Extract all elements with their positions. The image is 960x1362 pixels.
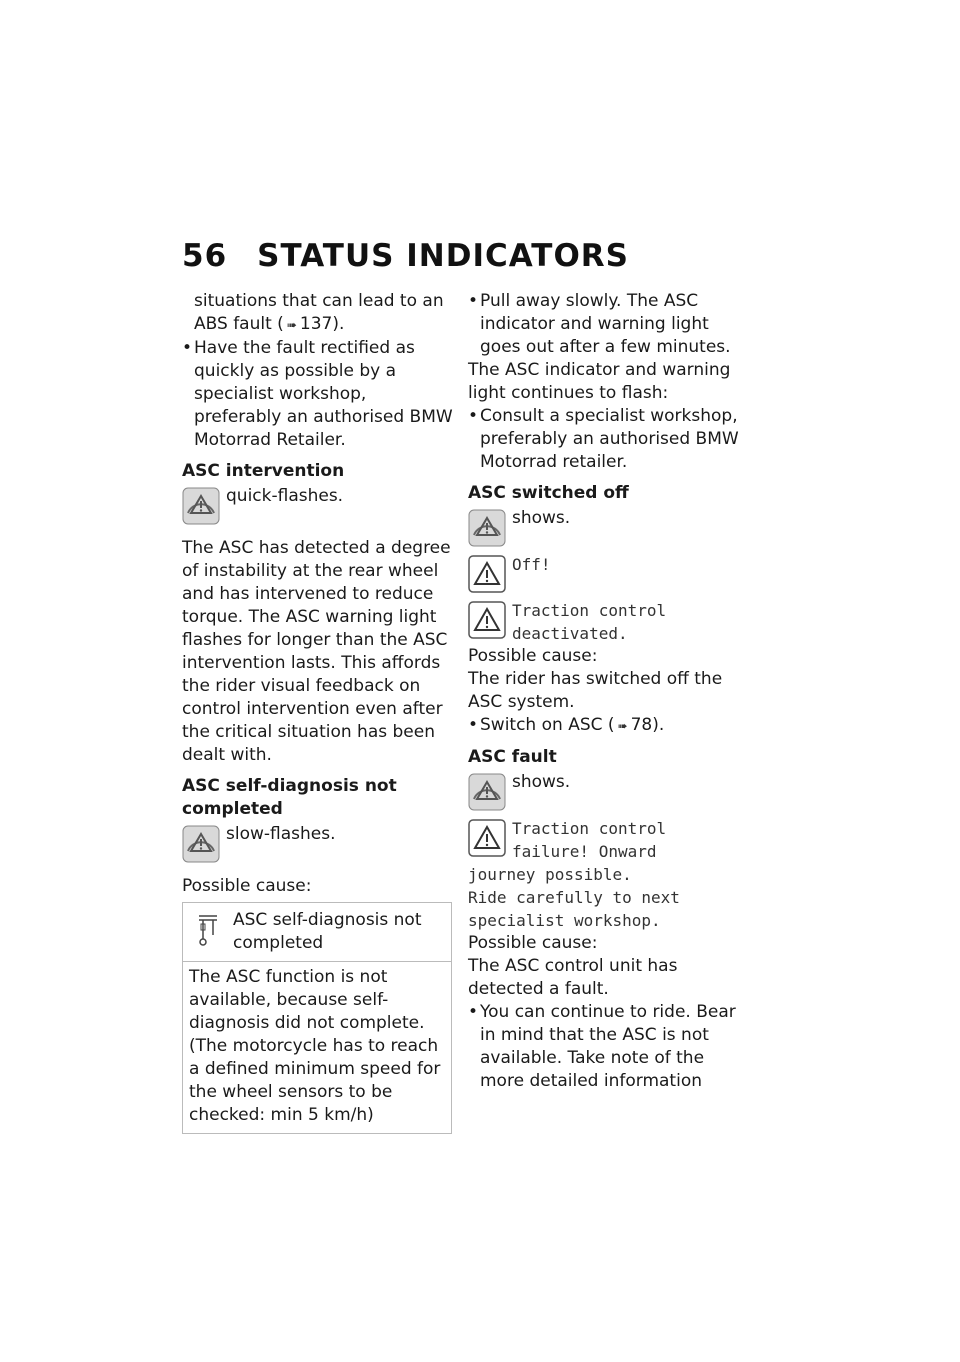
asc-off-indicator [468, 507, 740, 551]
possible-cause-label: Possible cause: [468, 646, 598, 666]
bullet-continue-ride: • You can continue to ride. Bear in mind that the ASC is not available. Take note of the more detailed information [468, 1001, 740, 1093]
display-text: failure! Onward [512, 842, 657, 861]
info-box-title: ASC self-diagnosis not completed [233, 910, 422, 953]
page-title: STATUS INDICATORS [257, 238, 630, 274]
left-column [182, 290, 454, 1134]
indicator-state: slow-flashes. [226, 824, 336, 844]
possible-cause-label: Possible cause: [468, 933, 598, 953]
indicator-state: shows. [512, 508, 571, 528]
wheel-sensor-icon [197, 913, 219, 947]
display-text: Traction control [512, 819, 667, 838]
cause-text: The rider has switched off the ASC system. [468, 669, 723, 712]
asc-fault-indicator [468, 771, 740, 815]
asc-warning-icon [182, 487, 220, 525]
display-text: Traction control deactivated. [512, 601, 667, 643]
arrow-right-icon: ➠ [617, 719, 628, 733]
bullet-pull-away: • Pull away slowly. The ASC indicator and warning light goes out after a few minutes. [468, 290, 740, 359]
asc-warning-icon [468, 773, 506, 811]
asc-intervention-description: The ASC has detected a degree of instability at the rear wheel and has intervened to reduce torque. The ASC warning light flashes for longer than the ASC intervention lasts. This affords the rider visual feedback on control intervention even after the critical situation has been dealt with. [182, 538, 451, 765]
heading-asc-intervention: ASC intervention [182, 461, 345, 481]
info-box-body: The ASC function is not available, because self-diagnosis did not complete. (The motorcycle has to reach a defined minimum speed for the wheel sensors to be checked: min 5 km/h) [189, 967, 441, 1125]
display-text: Off! [512, 555, 551, 574]
asc-warning-icon [182, 825, 220, 863]
arrow-right-icon: ➠ [286, 318, 297, 332]
info-box-header [183, 903, 451, 962]
bullet-rectify-fault: • Have the fault rectified as quickly as possible by a specialist workshop, preferably an authorised BMW Motorrad Retailer. [182, 337, 454, 452]
selfdiag-info-box [182, 902, 452, 1134]
possible-cause-label: Possible cause: [182, 876, 312, 896]
display-text: specialist workshop. [468, 911, 661, 930]
warning-triangle-icon [468, 555, 506, 593]
warning-triangle-icon [468, 601, 506, 639]
cause-text: The ASC control unit has detected a fault. [468, 956, 678, 999]
continued-text: situations that can lead to an ABS fault ( ➠ 137). [194, 291, 444, 334]
indicator-state: shows. [512, 772, 571, 792]
display-message-failure [468, 817, 740, 932]
asc-intervention-indicator [182, 485, 454, 529]
heading-asc-switched-off: ASC switched off [468, 483, 629, 503]
display-message-deactivated [468, 599, 740, 645]
display-text: Ride carefully to next [468, 888, 680, 907]
page-reference[interactable]: ( ➠ 137). [277, 314, 345, 334]
heading-asc-fault: ASC fault [468, 747, 557, 767]
indicator-state: quick-flashes. [226, 486, 344, 506]
page-number: 56 [182, 238, 228, 274]
asc-warning-icon [468, 509, 506, 547]
warning-triangle-icon [468, 819, 506, 857]
display-message-off [468, 553, 740, 597]
bullet-switch-on-asc: • Switch on ASC ( ➠ 78). [468, 714, 740, 738]
heading-asc-selfdiag: ASC self-diagnosis not completed [182, 776, 397, 819]
page-header [182, 238, 629, 274]
flash-continues-text: The ASC indicator and warning light continues to flash: [468, 360, 731, 403]
asc-selfdiag-indicator [182, 823, 454, 867]
page-reference[interactable]: ➠ 78). [617, 715, 665, 735]
right-column [468, 290, 740, 1093]
display-text: journey possible. [468, 865, 632, 884]
bullet-consult-workshop: • Consult a specialist workshop, preferably an authorised BMW Motorrad retailer. [468, 405, 740, 474]
